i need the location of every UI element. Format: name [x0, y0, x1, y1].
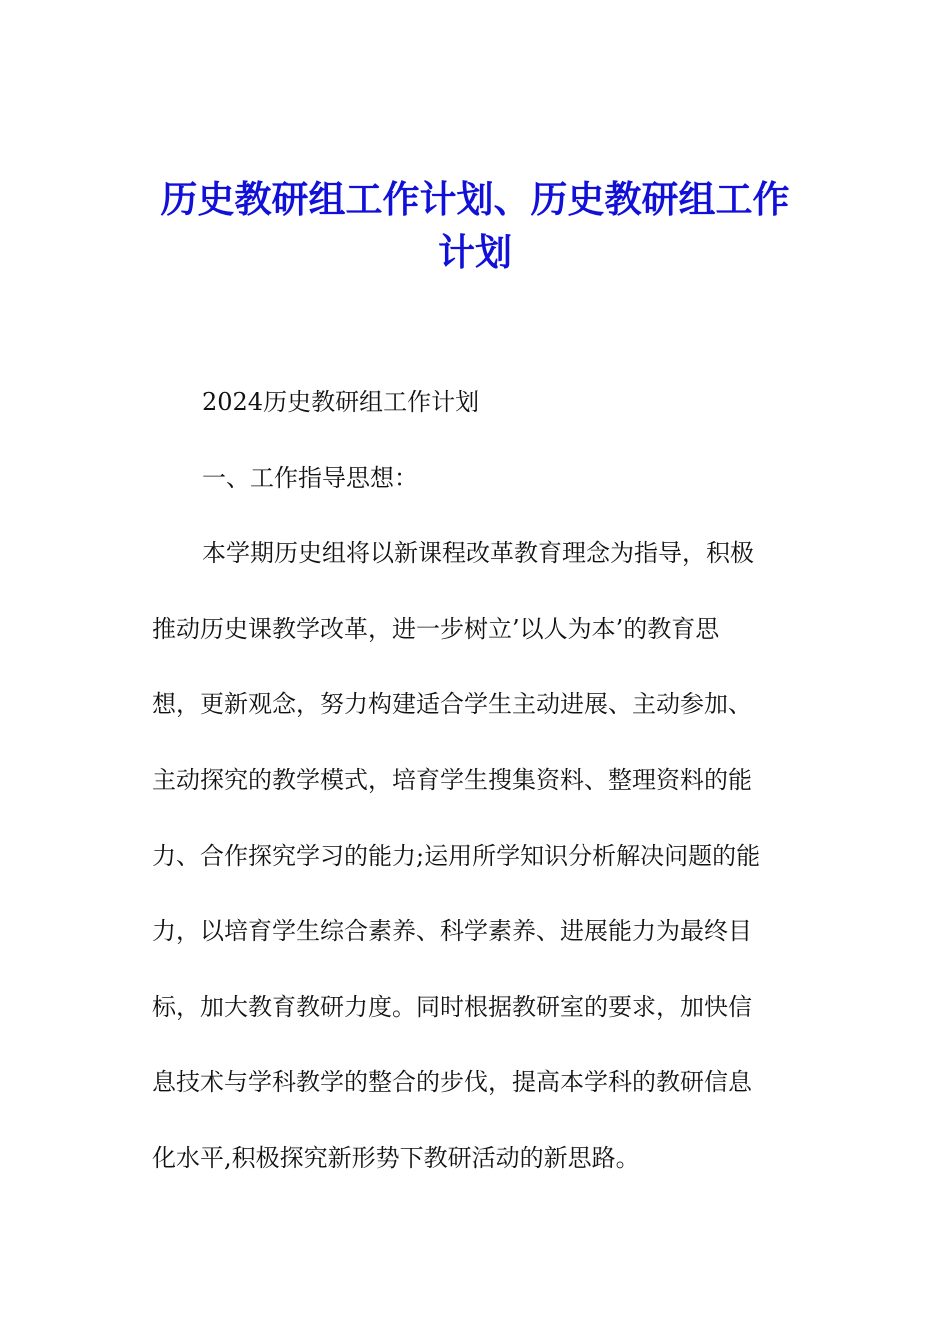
section-heading-guiding-thought: 一、工作指导思想：: [202, 463, 418, 492]
document-title: [100, 173, 850, 279]
title-line-1: 历史教研组工作计划、历史教研组工作: [160, 177, 790, 221]
paragraph-line: 标，加大教育教研力度。同时根据教研室的要求，加快信: [152, 992, 752, 1021]
paragraph-line: 主动探究的教学模式，培育学生搜集资料、整理资料的能: [152, 765, 752, 794]
paragraph-line: 本学期历史组将以新课程改革教育理念为指导，积极: [202, 539, 754, 568]
paragraph-line: 息技术与学科教学的整合的步伐，提高本学科的教研信息: [152, 1068, 752, 1097]
plan-heading: 2024历史教研组工作计划: [202, 388, 480, 416]
paragraph-line: 力、合作探究学习的能力;运用所学知识分析解决问题的能: [152, 841, 761, 870]
paragraph-line: 想，更新观念，努力构建适合学生主动进展、主动参加、: [152, 690, 752, 719]
paragraph-line: 力，以培育学生综合素养、科学素养、进展能力为最终目: [152, 917, 752, 946]
document-body: [152, 372, 812, 1204]
guiding-thought-paragraph: [152, 523, 812, 1203]
paragraph-line: 推动历史课教学改革，进一步树立’以人为本’的教育思: [152, 614, 720, 643]
paragraph-line: 化水平,积极探究新形势下教研活动的新思路。: [152, 1143, 640, 1172]
title-line-2: 计划: [438, 230, 512, 274]
